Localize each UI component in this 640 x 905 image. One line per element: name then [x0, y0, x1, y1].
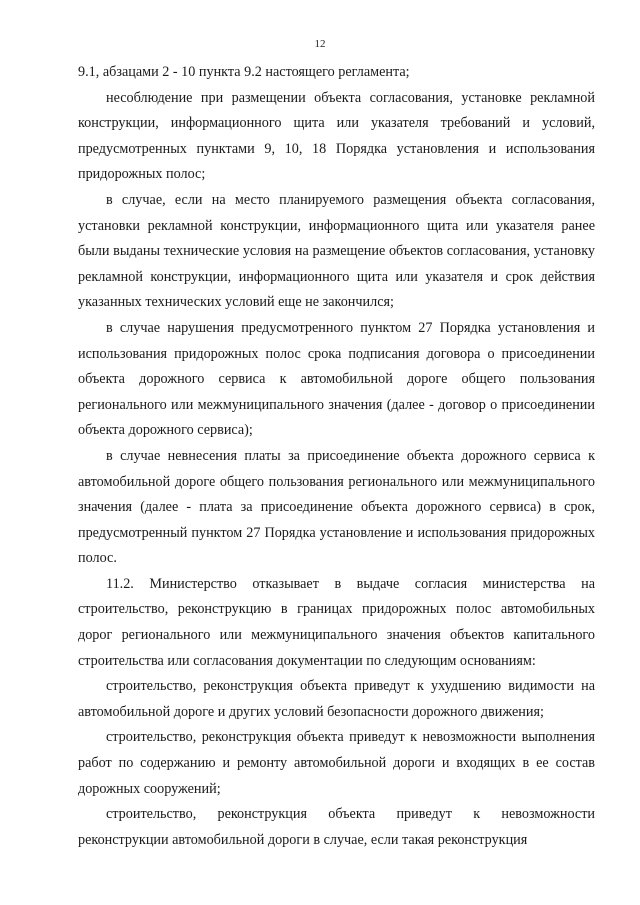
paragraph-visibility: строительство, реконструкция объекта приведут к ухудшению видимости на автомобильной дороге и других условий безопасности дорожного движения;: [78, 678, 595, 720]
paragraph-technical-conditions: в случае, если на место планируемого размещения объекта согласования, установки рекламной конструкции, информационного щита или указателя ранее были выданы технические условия на размещение объектов согласования, установку рекламной конструкции, информационного щита или указателя и срок действия указанных технических условий еще не закончился;: [78, 191, 595, 311]
page-number: 12: [314, 38, 326, 50]
paragraph-reconstruction: строительство, реконструкция объекта приведут к невозможности реконструкции автомобильной дороги в случае, если такая реконструкция: [78, 806, 595, 848]
paragraph-requirements-noncompliance: несоблюдение при размещении объекта согласования, установке рекламной конструкции, информационного щита или указателя требований и условий, предусмотренных пунктами 9, 10, 18 Порядка установления и использования придорожных полос;: [78, 89, 595, 183]
paragraph-payment-nonpayment: в случае невнесения платы за присоединение объекта дорожного сервиса к автомобильной дороге общего пользования регионального или межмуниципального значения (далее - плата за присоединение объекта дорожного сервиса) в срок, предусмотренный пунктом 27 Порядка установление и использования придорожных полос.: [78, 447, 595, 567]
paragraph-maintenance: строительство, реконструкция объекта приведут к невозможности выполнения работ по содержанию и ремонту автомобильной дороги и входящих в ее состав дорожных сооружений;: [78, 729, 595, 797]
paragraph-contract-deadline: в случае нарушения предусмотренного пунктом 27 Порядка установления и использования придорожных полос срока подписания договора о присоединении объекта дорожного сервиса к автомобильной дороге общего пользования регионального или межмуниципального значения (далее - договор о присоединении объекта дорожного сервиса);: [78, 319, 595, 439]
paragraph-section-11-2: 11.2. Министерство отказывает в выдаче согласия министерства на строительство, реконструкцию в границах придорожных полос автомобильных дорог регионального или межмуниципального значения объектов капитального строительства или согласования документации по следующим основаниям:: [78, 575, 595, 669]
document-body: [78, 60, 595, 853]
paragraph-continuation: 9.1, абзацами 2 - 10 пункта 9.2 настоящего регламента;: [78, 64, 410, 80]
